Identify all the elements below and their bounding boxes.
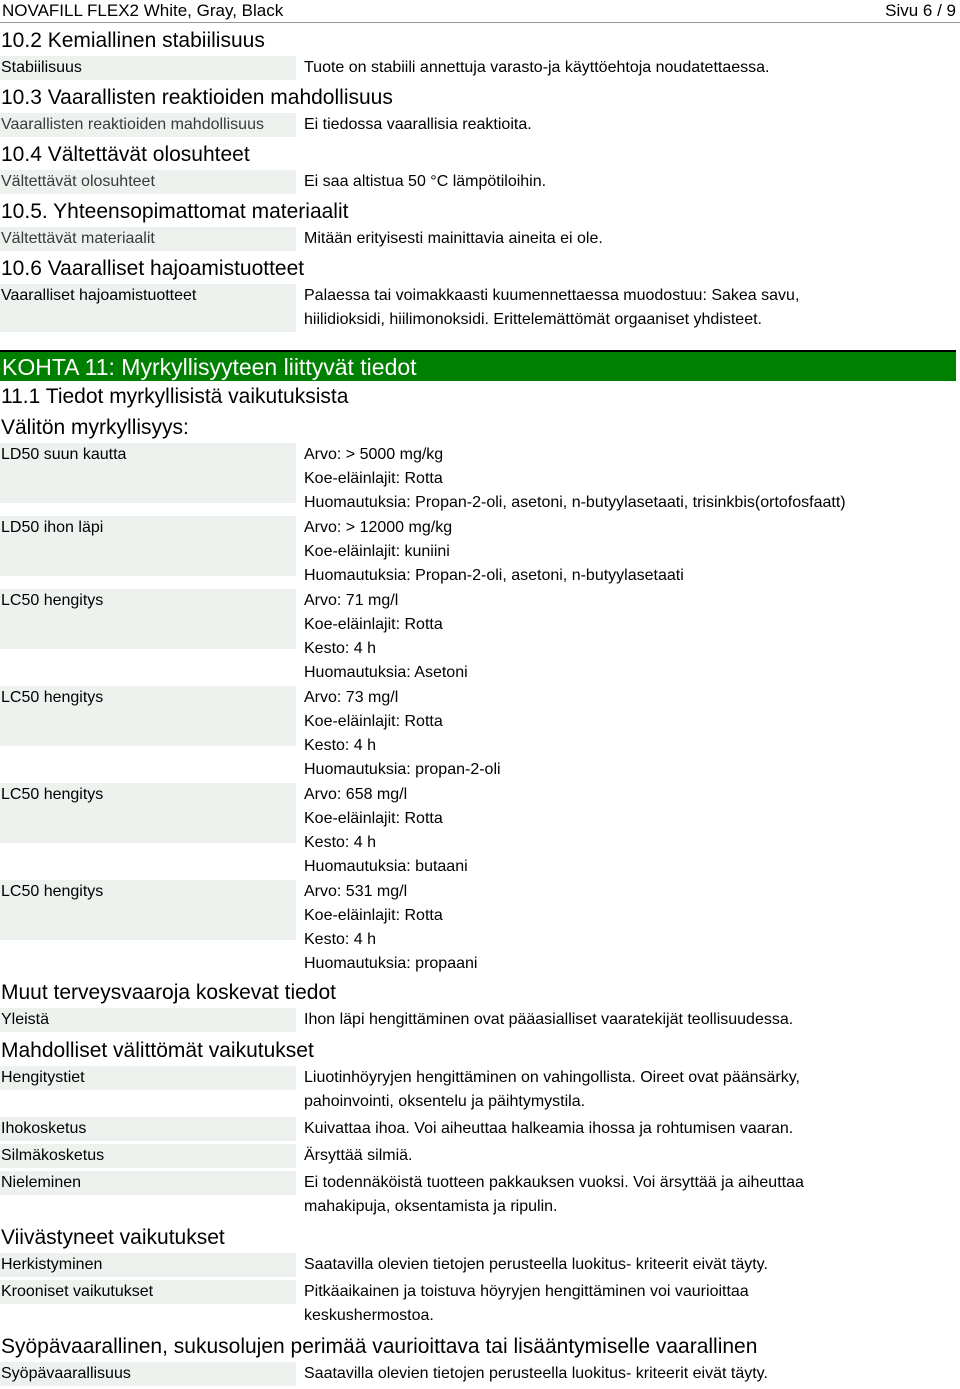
effect-row [0, 1171, 958, 1219]
effect-row [0, 1253, 958, 1277]
value-line: Huomautuksia: Propan-2-oli, asetoni, n-butyylasetaati, trisinkbis(ortofosfaatt) [304, 494, 846, 511]
value-line: Mitään erityisesti mainittavia aineita ei ole. [304, 230, 603, 247]
row-value [304, 443, 958, 516]
row-value [304, 1117, 958, 1141]
row-value [304, 1144, 958, 1168]
row-label: LC50 hengitys [0, 589, 296, 649]
effect-row [0, 1144, 958, 1168]
value-line: Huomautuksia: propan-2-oli [304, 761, 501, 778]
value-line: Arvo: > 5000 mg/kg [304, 446, 444, 463]
row-label: Yleistä [0, 1008, 296, 1032]
row-value [304, 1362, 958, 1386]
toxicity-entry [0, 589, 958, 686]
toxicity-entry [0, 686, 958, 783]
document-title: NOVAFILL FLEX2 White, Gray, Black [2, 1, 284, 20]
heading-other-hazards: Muut terveysvaaroja koskevat tiedot [1, 981, 336, 1004]
row-label: Vaarallisten reaktioiden mahdollisuus [0, 113, 296, 137]
value-line: pahoinvointi, oksentelu ja päihtymystila. [304, 1093, 586, 1110]
value-line: Koe-eläinlajit: Rotta [304, 616, 443, 633]
row-value [304, 686, 958, 783]
row-label: Hengitystiet [0, 1066, 296, 1090]
heading-carcinogenicity: Syöpävaarallinen, sukusolujen perimää vaurioittava tai lisääntymiselle vaarallinen [1, 1335, 758, 1358]
value-line: keskushermostoa. [304, 1307, 434, 1324]
sds-content [0, 26, 958, 1389]
value-line: Arvo: 658 mg/l [304, 786, 408, 803]
value-line: Huomautuksia: Propan-2-oli, asetoni, n-butyylasetaati [304, 567, 684, 584]
value-line: Arvo: 531 mg/l [304, 883, 408, 900]
row-value [304, 1008, 958, 1032]
toxicity-list [0, 443, 958, 977]
value-line: Saatavilla olevien tietojen perusteella luokitus- kriteerit eivät täyty. [304, 1365, 768, 1382]
row-label: Silmäkosketus [0, 1144, 296, 1168]
effect-row [0, 1280, 958, 1328]
value-line: Pitkäaikainen ja toistuva höyryjen hengittäminen voi vaurioittaa [304, 1283, 749, 1300]
heading-10-2: 10.2 Kemiallinen stabiilisuus [1, 29, 265, 52]
row-reaktiot [0, 113, 958, 137]
value-line: Ei saa altistua 50 °C lämpötiloihin. [304, 173, 547, 190]
row-value [304, 1066, 958, 1114]
value-line: Koe-eläinlajit: Rotta [304, 470, 443, 487]
row-value [304, 284, 958, 332]
row-syopavaarallisuus [0, 1362, 958, 1386]
immediate-effects-list [0, 1066, 958, 1219]
toxicity-entry [0, 443, 958, 516]
effect-row [0, 1117, 958, 1141]
value-line: Kuivattaa ihoa. Voi aiheuttaa halkeamia ihossa ja rohtumisen vaaran. [304, 1120, 794, 1137]
row-hajoamistuotteet [0, 284, 958, 332]
page-number: Sivu 6 / 9 [885, 1, 956, 20]
heading-10-6: 10.6 Vaaralliset hajoamistuotteet [1, 257, 305, 280]
value-line: hiilidioksidi, hiilimonoksidi. Erittelemättömät orgaaniset yhdisteet. [304, 311, 762, 328]
value-line: Arvo: > 12000 mg/kg [304, 519, 453, 536]
toxicity-entry [0, 880, 958, 977]
heading-10-4: 10.4 Vältettävät olosuhteet [1, 143, 250, 166]
row-label: LC50 hengitys [0, 783, 296, 843]
row-label: Nieleminen [0, 1171, 296, 1195]
value-line: Liuotinhöyryjen hengittäminen on vahingollista. Oireet ovat päänsärky, [304, 1069, 800, 1086]
value-line: Koe-eläinlajit: kuniini [304, 543, 450, 560]
value-line: Huomautuksia: propaani [304, 955, 478, 972]
heading-10-5: 10.5. Yhteensopimattomat materiaalit [1, 200, 349, 223]
value-line: Huomautuksia: Asetoni [304, 664, 468, 681]
row-label: Syöpävaarallisuus [0, 1362, 296, 1386]
value-line: Ihon läpi hengittäminen ovat pääasialliset vaaratekijät teollisuudessa. [304, 1011, 794, 1028]
value-line: Kesto: 4 h [304, 834, 377, 851]
value-line: Ei todennäköistä tuotteen pakkauksen vuoksi. Voi ärsyttää ja aiheuttaa [304, 1174, 804, 1191]
row-value [304, 56, 958, 80]
value-line: Saatavilla olevien tietojen perusteella luokitus- kriteerit eivät täyty. [304, 1256, 768, 1273]
row-label: Stabiilisuus [0, 56, 296, 80]
row-label: LD50 ihon läpi [0, 516, 296, 576]
row-label: LD50 suun kautta [0, 443, 296, 503]
section-11-banner: KOHTA 11: Myrkyllisyyteen liittyvät tiedot [0, 350, 956, 381]
row-label: Vaaralliset hajoamistuotteet [0, 284, 296, 332]
page-header [0, 0, 960, 24]
header-divider [0, 22, 960, 23]
value-line: Ärsyttää silmiä. [304, 1147, 413, 1164]
row-label: Krooniset vaikutukset [0, 1280, 296, 1304]
row-label: Vältettävät materiaalit [0, 227, 296, 251]
value-line: Kesto: 4 h [304, 640, 377, 657]
row-label: LC50 hengitys [0, 880, 296, 940]
row-yleista [0, 1008, 958, 1032]
value-line: mahakipuja, oksentamista ja ripulin. [304, 1198, 558, 1215]
row-value [304, 1280, 958, 1328]
value-line: Huomautuksia: butaani [304, 858, 468, 875]
row-value [304, 170, 958, 194]
value-line: Kesto: 4 h [304, 737, 377, 754]
row-stabiilisuus [0, 56, 958, 80]
effect-row [0, 1066, 958, 1114]
value-line: Arvo: 71 mg/l [304, 592, 399, 609]
heading-delayed-effects: Viivästyneet vaikutukset [1, 1226, 225, 1249]
row-value [304, 516, 958, 589]
row-olosuhteet [0, 170, 958, 194]
value-line: Kesto: 4 h [304, 931, 377, 948]
row-label: LC50 hengitys [0, 686, 296, 746]
value-line: Koe-eläinlajit: Rotta [304, 907, 443, 924]
row-value [304, 227, 958, 251]
toxicity-entry [0, 516, 958, 589]
toxicity-entry [0, 783, 958, 880]
delayed-effects-list [0, 1253, 958, 1328]
heading-acute-toxicity: Välitön myrkyllisyys: [1, 416, 189, 439]
heading-10-3: 10.3 Vaarallisten reaktioiden mahdollisuus [1, 86, 393, 109]
value-line: Palaessa tai voimakkaasti kuumennettaessa muodostuu: Sakea savu, [304, 287, 800, 304]
heading-immediate-effects: Mahdolliset välittömät vaikutukset [1, 1039, 314, 1062]
value-line: Arvo: 73 mg/l [304, 689, 399, 706]
row-materiaalit [0, 227, 958, 251]
row-value [304, 783, 958, 880]
value-line: Ei tiedossa vaarallisia reaktioita. [304, 116, 532, 133]
row-label: Vältettävät olosuhteet [0, 170, 296, 194]
row-value [304, 113, 958, 137]
value-line: Koe-eläinlajit: Rotta [304, 810, 443, 827]
row-value [304, 1171, 958, 1219]
value-line: Koe-eläinlajit: Rotta [304, 713, 443, 730]
value-line: Tuote on stabiili annettuja varasto-ja käyttöehtoja noudatettaessa. [304, 59, 770, 76]
row-label: Ihokosketus [0, 1117, 296, 1141]
row-value [304, 880, 958, 977]
heading-11-1: 11.1 Tiedot myrkyllisistä vaikutuksista [1, 385, 349, 408]
row-value [304, 1253, 958, 1277]
row-value [304, 589, 958, 686]
row-label: Herkistyminen [0, 1253, 296, 1277]
